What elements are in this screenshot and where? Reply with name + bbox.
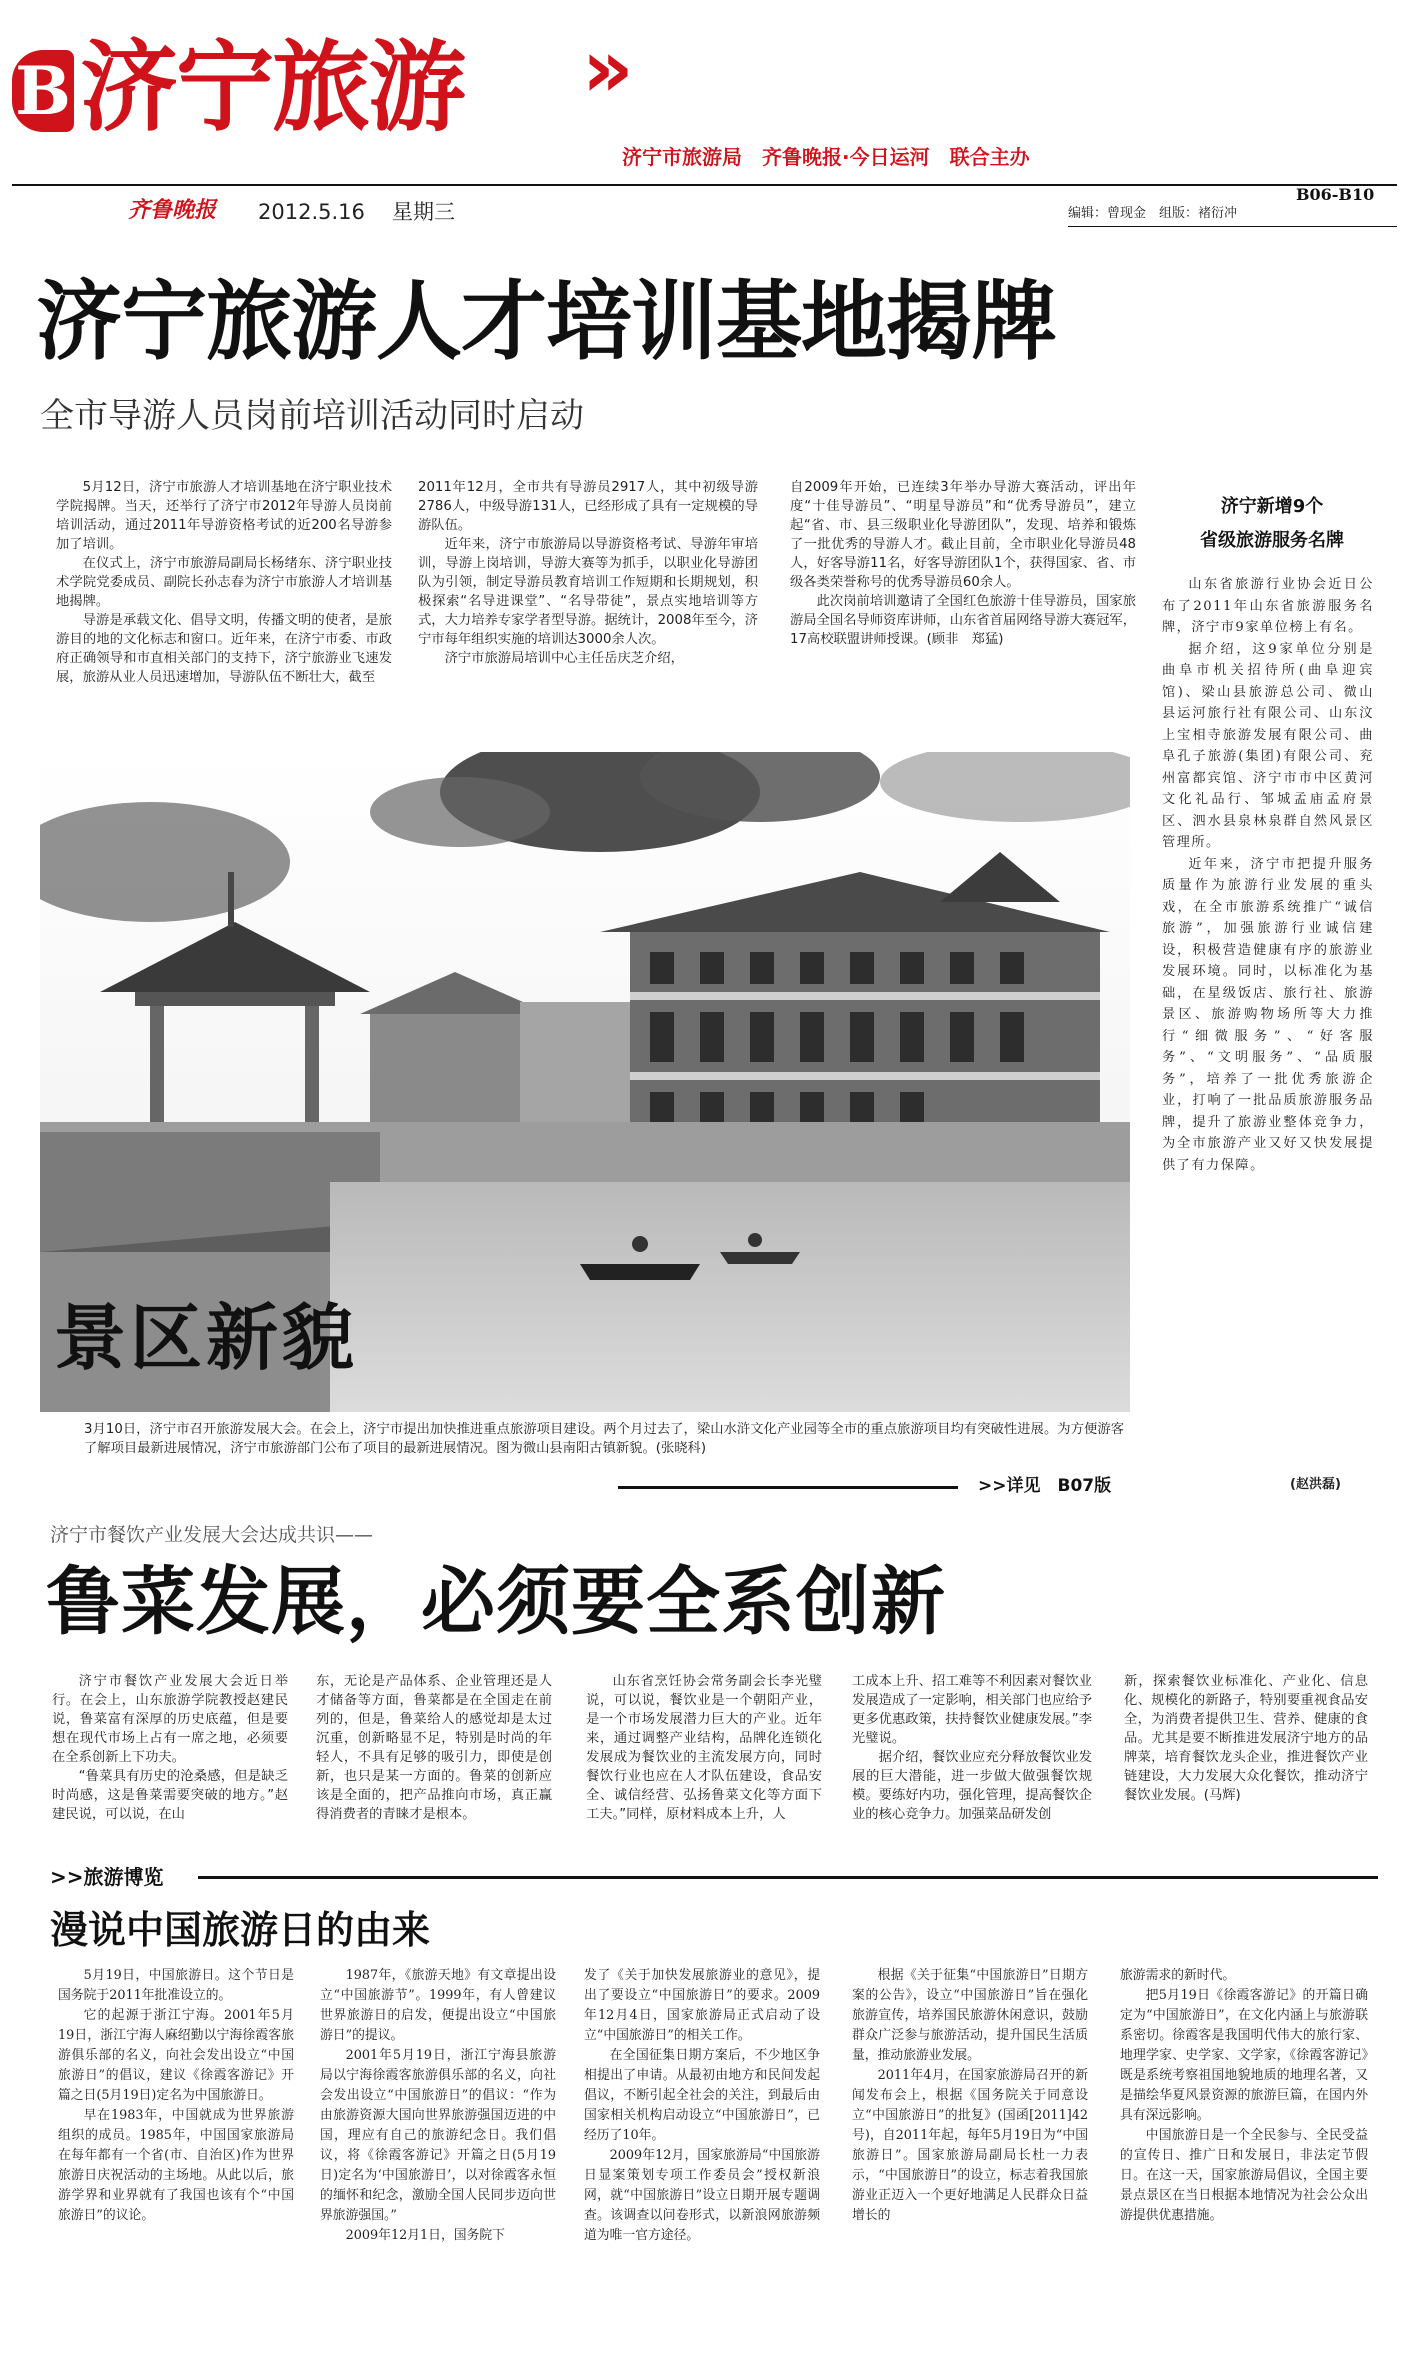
paragraph: 济宁市餐饮产业发展大会近日举行。在会上，山东旅游学院教授赵建民说，鲁菜富有深厚的历史底蕴，但是要想在现代市场上占有一席之地，必须要在全系创新上下功夫。 [52,1674,288,1765]
lucai-column-2 [316,1672,552,1862]
paragraph: 在全国征集日期方案后，不少地区争相提出了申请。从最初由地方和民间发起倡议，不断引起全社会的关注，到最后由国家相关机构启动设立“中国旅游日”，已经历了10年。 [584,2048,820,2143]
paragraph: 此次岗前培训邀请了全国红色旅游十佳导游员，国家旅游局全国名导师资库讲师，山东省首届网络导游大赛冠军，17高校联盟讲师授课。(顾非 郑猛) [790,594,1136,647]
issue-weekday: 星期三 [392,200,455,224]
tourism-section-label: >>旅游博览 [50,1865,164,1889]
paragraph: 导游是承载文化、倡导文明，传播文明的使者，是旅游目的地的文化标志和窗口。近年来，在济宁市委、市政府正确领导和市直相关部门的支持下，济宁旅游业飞速发展，旅游从业人员迅速增加，导游队伍不断壮大，截至 [56,613,392,685]
lead-column-3 [790,478,1136,748]
paragraph: 在仪式上，济宁市旅游局副局长杨绪东、济宁职业技术学院党委成员、副院长孙志春为济宁市旅游人才培训基地揭牌。 [56,556,392,609]
lead-column-2 [418,478,758,748]
paragraph: 2009年12月1日，国务院下 [345,2228,505,2243]
paragraph: 东，无论是产品体系、企业管理还是人才储备等方面，鲁菜都是在全国走在前列的，但是，鲁菜给人的感觉却是太过沉重，创新略显不足，特别是时尚的年轻人，不具有足够的吸引力，即使是创新，也只是某一方面的。鲁菜的创新应该是全面的，把产品推向市场，真正赢得消费者的青睐才是根本。 [316,1674,552,1822]
paragraph: 中国旅游日是一个全民参与、全民受益的宣传日、推广日和发展日，非法定节假日。在这一天，国家旅游局倡议，全国主要景点景区在当日根据本地情况为社会公众出游提供优惠措施。 [1120,2128,1368,2223]
photo-overlay-title: 景区新貌 [54,1296,359,1380]
sidebar-headline-line-1: 济宁新增9个 [1220,496,1324,517]
lucai-column-1 [52,1672,288,1862]
tourism-column-5 [1120,1966,1368,2366]
paragraph: “鲁菜具有历史的沧桑感，但是缺乏时尚感，这是鲁菜需要突破的地方。”赵建民说，可以说，在山 [52,1769,288,1822]
page-range: B06-B10 [1296,185,1375,204]
see-more-link[interactable]: >>详见 B07版 [978,1476,1112,1496]
lead-headline: 济宁旅游人才培训基地揭牌 [36,271,1056,372]
tourism-headline: 漫说中国旅游日的由来 [50,1907,431,1952]
paragraph: 据介绍，这9家单位分别是曲阜市机关招待所(曲阜迎宾馆)、梁山县旅游总公司、微山县运河旅行社有限公司、山东汶上宝相寺旅游发展有限公司、曲阜孔子旅游(集团)有限公司、兖州富都宾馆、济宁市市中区黄河文化礼品行、邹城孟庙孟府景区、泗水县泉林泉群自然风景区管理所。 [1162,641,1374,850]
paragraph: 根据《关于征集“中国旅游日”日期方案的公告》，设立“中国旅游日”旨在强化旅游宣传，培养国民旅游休闲意识，鼓励群众广泛参与旅游活动，提升国民生活质量，推动旅游业发展。 [852,1968,1088,2063]
sidebar-byline: (赵洪磊) [1290,1477,1341,1492]
sidebar-body [1162,574,1374,1454]
paragraph: 2001年5月19日，浙江宁海县旅游局以宁海徐霞客旅游俱乐部的名义，向社会发出设立“中国旅游日”的倡议：“作为由旅游资源大国向世界旅游强国迈进的中国，理应有自己的旅游纪念日。我们倡议，将《徐霞客游记》开篇之日(5月19日)定名为‘中国旅游日’，以对徐霞客永恒的缅怀和纪念，激励全国人民同步迈向世界旅游强国。” [320,2048,556,2223]
paragraph: 5月19日，中国旅游日。这个节日是国务院于2011年批准设立的。 [58,1968,294,2003]
lucai-headline: 鲁菜发展，必须要全系创新 [46,1559,946,1645]
paragraph: 济宁市旅游局培训中心主任岳庆芝介绍， [444,651,684,666]
lucai-kicker: 济宁市餐饮产业发展大会达成共识—— [50,1524,374,1546]
date-rule [1068,226,1397,227]
paragraph: 2009年12月，国家旅游局“中国旅游日显案策划专项工作委员会”授权新浪网，就“中国旅游日”设立日期开展专题调查。该调查以问卷形式，以新浪网旅游频道为唯一官方途径。 [584,2148,820,2243]
masthead-title: 济宁旅游 [80,30,465,145]
paragraph: 1987年，《旅游天地》有文章提出设立“中国旅游节”。1999年，有人曾建议世界旅游日的启发，便提出设立“中国旅游日”的提议。 [320,1968,556,2043]
paragraph: 近年来，济宁市旅游局以导游资格考试、导游年审培训，导游上岗培训，导游大赛等为抓手，以职业化导游团队为引领，制定导游员教育培训工作短期和长期规划，积极探索“名导进课堂”、“名导带徒”，景点实地培训等方式，大力培养专家学者型导游。据统计，2008年至今，济宁市每年组织实施的培训达3000余人次。 [418,537,758,647]
paragraph: 新，探索餐饮业标准化、产业化、信息化、规模化的新路子，特别要重视食品安全，为消费者提供卫生、营养、健康的食品。尤其是要不断推进发展济宁地方的品牌菜，培育餐饮龙头企业，推进餐饮产业链建设，大力发展大众化餐饮，推动济宁餐饮业发展。(马辉) [1124,1674,1368,1803]
lead-column-1 [56,478,392,748]
paragraph: 据介绍，餐饮业应充分释放餐饮业发展的巨大潜能，进一步做大做强餐饮规模。要练好内功，强化管理，提高餐饮企业的核心竞争力。加强菜品研发创 [852,1750,1092,1822]
lucai-column-5 [1124,1672,1368,1862]
paragraph: 2011年12月，全市共有导游员2917人，其中初级导游2786人，中级导游131人，已经形成了具有一定规模的导游队伍。 [418,480,758,533]
paragraph: 工成本上升、招工难等不利因素对餐饮业发展造成了一定影响，相关部门也应给予更多优惠政策，扶持餐饮业健康发展。”李光璧说。 [852,1674,1092,1746]
paragraph: 把5月19日《徐霞客游记》的开篇日确定为“中国旅游日”，在文化内涵上与旅游联系密切。徐霞客是我国明代伟大的旅行家、地理学家、史学家、文学家，《徐霞客游记》既是系统考察祖国地貌地质的地理名著，又是描绘华夏风景资源的旅游巨篇，在国内外具有深远影响。 [1120,1988,1368,2123]
issue-date: 2012.5.16 [258,200,365,224]
paper-name: 齐鲁晚报 [128,197,217,223]
tourism-column-4 [852,1966,1088,2366]
photo-caption: 3月10日，济宁市召开旅游发展大会。在会上，济宁市提出加快推进重点旅游项目建设。两个月过去了，梁山水浒文化产业园等全市的重点旅游项目均有突破性进展。为方便游客了解项目最新进展情况，济宁市旅游部门公布了项目的最新进展情况。图为微山县南阳古镇新貌。(张晓科) [84,1422,1124,1456]
paragraph: 旅游需求的新时代。 [1120,1968,1236,1983]
sidebar-headline [1152,490,1392,558]
tourism-column-1 [58,1966,294,2366]
paragraph: 它的起源于浙江宁海。2001年5月19日，浙江宁海人麻绍勤以宁海徐霞客旅游俱乐部的名义，向社会发出设立“中国旅游日”的倡议，建议《徐霞客游记》开篇之日(5月19日)定名为中国旅游日。 [58,2008,294,2103]
masthead-sponsors: 济宁市旅游局 齐鲁晚报·今日运河 联合主办 [622,145,1030,169]
tourism-column-2 [320,1966,556,2366]
paragraph: 早在1983年，中国就成为世界旅游组织的成员。1985年，中国国家旅游局在每年都有一个省(市、自治区)作为世界旅游日庆祝活动的主场地。从此以后，旅游学界和业界就有了我国也该有个“中国旅游日”的议论。 [58,2108,294,2223]
editors-credit: 编辑：曾现金 组版：褚衍冲 [1068,206,1238,221]
masthead-rule [12,184,1397,186]
lead-subheadline: 全市导游人员岗前培训活动同时启动 [40,396,584,436]
paragraph: 2011年4月，在国家旅游局召开的新闻发布会上，根据《国务院关于同意设立“中国旅游日”的批复》(国函[2011]42号)，自2011年起，每年5月19日为“中国旅游日”。国家旅游局副局长杜一力表示，“中国旅游日”的设立，标志着我国旅游业正迈入一个更好地满足人民群众日益增长的 [852,2068,1088,2223]
lucai-column-3 [586,1672,822,1862]
paragraph: 山东省烹饪协会常务副会长李光璧说，可以说，餐饮业是一个朝阳产业，是一个市场发展潜力巨大的产业。近年来，通过调整产业结构，品牌化连锁化发展成为餐饮业的主流发展方向，同时餐饮行业也应在人才队伍建设，食品安全、诚信经营、弘扬鲁菜文化等方面下工夫。”同样，原材料成本上升，人 [586,1674,822,1822]
paragraph: 自2009年开始，已连续3年举办导游大赛活动，评出年度“十佳导游员”、“明星导游员”和“优秀导游员”，建立起“省、市、县三级职业化导游团队”，发现、培养和锻炼了一批优秀的导游人才。截止目前，全市职业化导游员48人，好客导游11名，好客导游团队1个，获得国家、省、市级各类荣誉称号的优秀导游员60余人。 [790,480,1136,590]
section-letter: B [15,52,71,130]
sidebar-headline-line-2: 省级旅游服务名牌 [1200,530,1344,551]
paragraph: 山东省旅游行业协会近日公布了2011年山东省旅游服务名牌，济宁市9家单位榜上有名。 [1162,577,1374,635]
paragraph: 近年来，济宁市把提升服务质量作为旅游行业发展的重头戏，在全市旅游系统推广“诚信旅游”，加强旅游行业诚信建设，积极营造健康有序的旅游业发展环境。同时，以标准化为基础，在星级饭店、旅行社、旅游景区、旅游购物场所等大力推行“细微服务”、“好客服务”、“文明服务”、“品质服务”，培养了一批优秀旅游企业，打响了一批品质旅游服务品牌，提升了旅游业整体竞争力，为全市旅游产业又好又快发展提供了有力保障。 [1162,856,1374,1173]
tourism-section-rule [198,1876,1378,1879]
paragraph: 发了《关于加快发展旅游业的意见》，提出了要设立“中国旅游日”的要求。2009年12月4日，国家旅游局正式启动了设立“中国旅游日”的相关工作。 [584,1968,820,2043]
paragraph: 5月12日，济宁市旅游人才培训基地在济宁职业技术学院揭牌。当天，还举行了济宁市2012年导游人员岗前培训活动，通过2011年导游资格考试的近200名导游参加了培训。 [56,480,392,552]
tourism-column-3 [584,1966,820,2366]
lucai-column-4 [852,1672,1092,1862]
see-more-rule [618,1486,958,1489]
masthead-chevrons: » [582,22,634,115]
